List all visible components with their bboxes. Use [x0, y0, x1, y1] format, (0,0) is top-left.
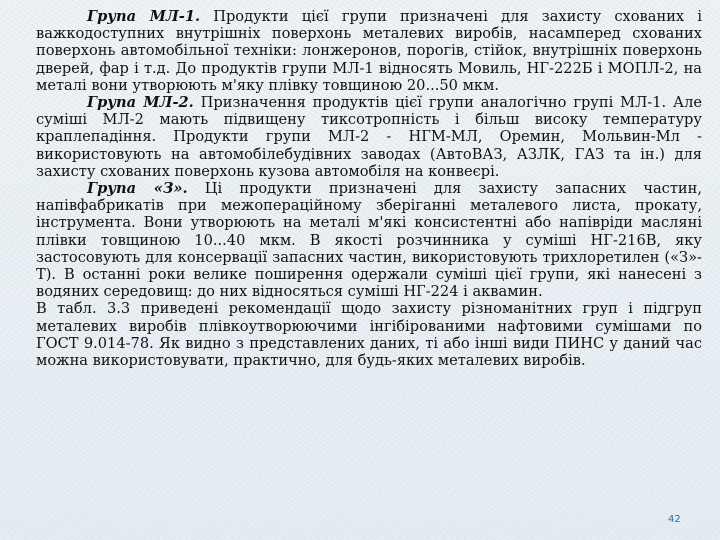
paragraph-lead: Група «З». [87, 180, 188, 198]
paragraph-ml1 [36, 8, 702, 94]
paragraph-lead: Група МЛ-1. [87, 8, 201, 25]
text-body [36, 8, 702, 369]
paragraph-text: Продукти цієї групи призначені для захисту схованих і важкодоступних внутрішніх поверхонь металевих виробів, насамперед схованих поверхонь автомобільної техніки: лонжеронов, порогів, стійок, внутрішніх поверхонь дверей, фар і т.д. До продуктів групи МЛ-1 відносять Мовиль, НГ-222Б і МОПЛ-2, на металі вони утворюють м'яку плівку товщиною 20...50 мкм. [36, 8, 702, 94]
paragraph-text: Ці продукти призначені для захисту запасних частин, напівфабрикатів при межопераційному зберіганні металевого листа, прокату, інструмента. Вони утворюють на металі м'які консистентні або напівріди масляні плівки товщиною 10...40 мкм. В якості розчинника у суміші НГ-216В, яку застосовують для консервації запасних частин, використовують трихлоретилен («З»-Т). В останні роки велике поширення одержали суміші цієї групи, які нанесені з водяних середовищ: до них відносяться суміші НГ-224 і аквамин. [36, 180, 703, 301]
paragraph-z [36, 180, 702, 300]
page-number: 42 [668, 514, 681, 525]
paragraph-text: Призначення продуктів цієї групи аналогічно групі МЛ-1. Але суміші МЛ-2 мають підвищену тиксотропність і більш високу температуру краплепадіння. Продукти групи МЛ-2 - НГМ-МЛ, Оремин, Мольвин-Мл - використовують на автомобілебудівних заводах (АвтоВАЗ, АЗЛК, ГАЗ та ін.) для захисту схованих поверхонь кузова автомобіля на конвеєрі. [36, 94, 702, 180]
paragraph-text: В табл. 3.3 приведені рекомендації щодо захисту різноманітних груп і підгруп металевих виробів плівкоутворюючими інгібірованими нафтовими сумішами по ГОСТ 9.014-78. Як видно з представлених даних, ті або інші види ПИНС у даний час можна використовувати, практично, для будь-яких металевих виробів. [36, 300, 702, 370]
paragraph-ml2 [36, 94, 702, 180]
paragraph-lead: Група МЛ-2. [87, 94, 194, 112]
paragraph-table-ref [36, 300, 702, 369]
